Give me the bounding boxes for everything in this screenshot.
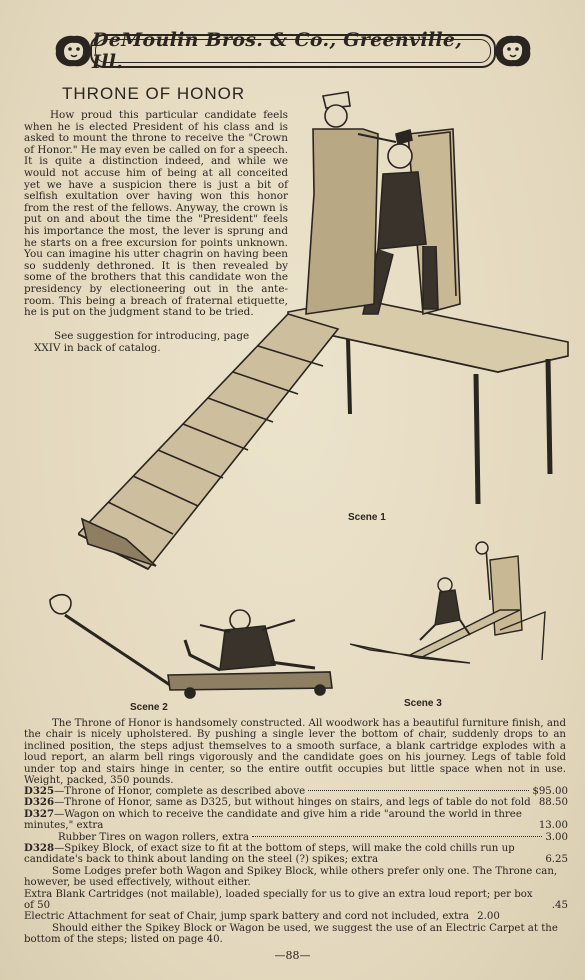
price-row	[24, 832, 568, 843]
item-text: Extra Blank Cartridges (not mailable), loaded specially for us to give an extra loud report; per box of 50	[24, 888, 533, 912]
item-text: Rubber Tires on wagon rollers, extra	[58, 831, 249, 843]
price-row	[24, 843, 568, 866]
lodges-note: Some Lodges prefer both Wagon and Spikey Block, while others prefer only one. The Throne can, however, be used effectively, without either.	[24, 865, 558, 889]
description-text: The Throne of Honor is handsomely constructed. All woodwork has a beautiful furniture finish, and the chair is nicely upholstered. By pushing a single lever the bottom of chair, suddenly drops to an inclined position, the steps adjust themselves to a smooth surface, a blank cartridge explodes with a loud report, an alarm bell rings vigorously and the candidate goes on his journey. Legs of table fold under top and stairs hinge in center, so the entire outfit occupies but little space when not in use. Weight, packed, 350 pounds.	[24, 718, 566, 787]
item-text: —Throne of Honor, same as D325, but without hinges on stairs, and legs of table do not fold	[54, 797, 531, 809]
scene-3-illustration	[350, 540, 550, 680]
item-code: D327	[24, 807, 55, 820]
item-price: 2.00	[477, 911, 500, 923]
item-price: 6.25	[545, 854, 568, 866]
intro-text: How proud this particular candidate feels when he is elected President of his class and is asked to mount the throne to receive the "Crown of Honor." He may even be called on for a speech. It is quite a distinction indeed, and while we would not accuse him of being at all conceited yet we have a suspicion there is just a bit of selfish exultation over having won this honor from the rest of the fellows. Anyway, the crown is put on and about the time the "President" feels his importance the most, the lever is sprung and he starts on a free excursion for points unknown. You can imagine his utter chagrin on having been so suddenly dethroned. It is then revealed by some of the brothers that this candidate won the presidency by electioneering out in the ante-room. This being a breach of fraternal etiquette, he is put on the judgment stand to be tried.	[24, 109, 288, 319]
item-text: —Throne of Honor, complete as described above	[54, 786, 306, 797]
scene-3-caption: Scene 3	[404, 698, 442, 709]
header-banner	[52, 30, 534, 72]
item-text: —Spikey Block, of exact size to fit at the bottom of steps, will make the cold chills run up candidate's back to think about landing on the steel (?) spikes; extra	[24, 843, 515, 866]
banner-frame	[90, 29, 496, 73]
item-code: D328	[24, 842, 55, 855]
price-row	[24, 797, 568, 808]
price-row	[24, 889, 568, 912]
price-list	[24, 786, 568, 946]
item-price: 13.00	[538, 820, 568, 832]
price-row	[24, 809, 568, 832]
company-title: DeMoulin Bros. & Co., Greenville, Ill.	[92, 29, 463, 73]
price-row	[24, 911, 568, 922]
item-text: —Wagon on which to receive the candidate and give him a ride "around the world in three minutes," extra	[24, 808, 522, 832]
lion-head-right-icon	[492, 32, 534, 70]
page-heading: THRONE OF HONOR	[62, 84, 246, 103]
leader-dots	[308, 790, 529, 791]
page-number: —88—	[274, 949, 311, 962]
description-paragraph	[24, 718, 566, 786]
item-code: D325	[24, 785, 55, 797]
scene-1-illustration	[78, 74, 578, 574]
lion-head-left-icon	[52, 32, 94, 70]
scene-2-caption: Scene 2	[130, 702, 168, 713]
price-row	[24, 786, 568, 797]
carpet-note: Should either the Spikey Block or Wagon be used, we suggest the use of an Electric Carpet at the bottom of the steps; listed on page 40.	[24, 922, 558, 946]
item-code: D326	[24, 796, 55, 809]
item-price: $95.00	[532, 786, 568, 797]
item-price: 3.00	[545, 831, 568, 843]
item-price: 88.50	[538, 797, 568, 809]
scene-2-illustration	[40, 590, 340, 705]
item-text: Electric Attachment for seat of Chair, jump spark battery and cord not included, extra	[24, 911, 470, 923]
suggestion-text: See suggestion for introducing, page XXIV in back of catalog.	[34, 330, 250, 354]
leader-dots	[252, 836, 542, 837]
item-price: .45	[551, 900, 568, 912]
scene-1-caption: Scene 1	[348, 512, 386, 523]
